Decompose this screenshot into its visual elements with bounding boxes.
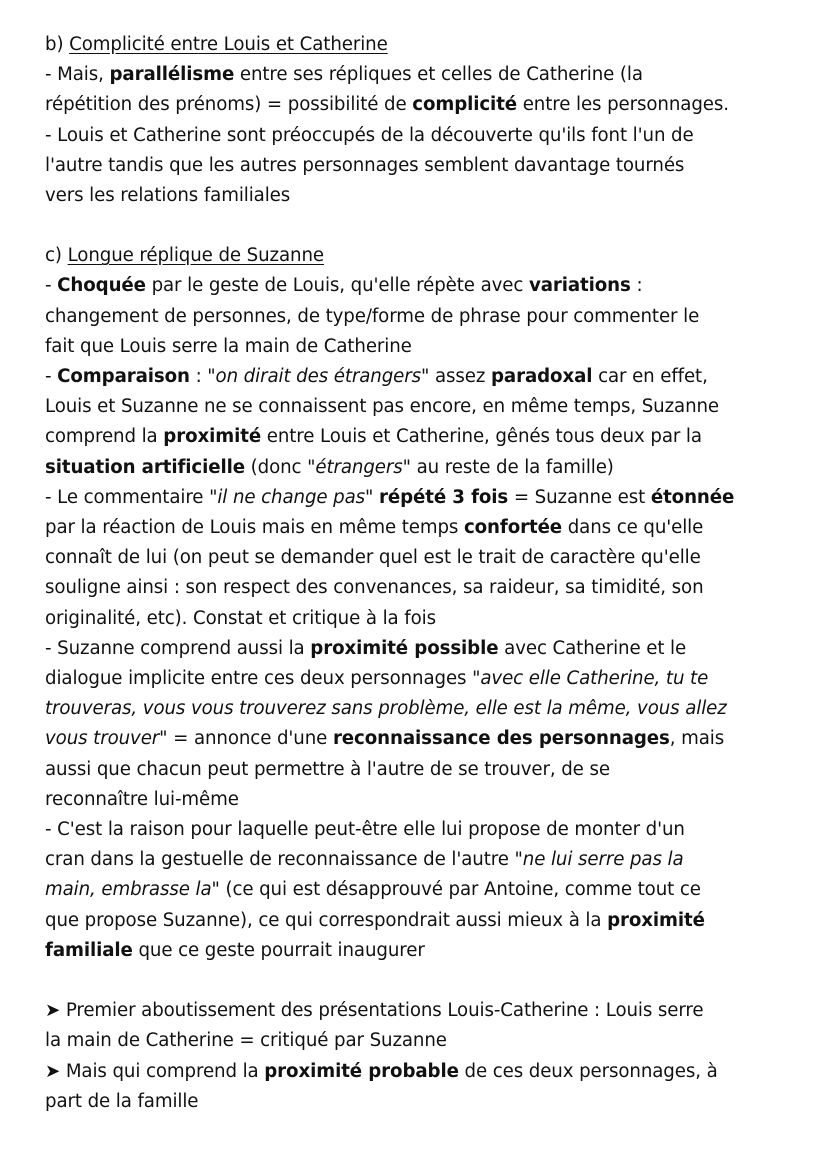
section-b-body: [45, 60, 790, 211]
text-line: [45, 392, 790, 422]
text-line: [45, 332, 790, 362]
bold-term: paradoxal: [491, 366, 593, 388]
bold-term: parallélisme: [109, 64, 235, 86]
bold-term: Choquée: [57, 275, 146, 297]
text-line: [45, 755, 790, 785]
text-segment: avec Catherine et le: [498, 637, 687, 659]
text-line: [45, 543, 790, 573]
section-c-prefix: c): [45, 245, 68, 267]
text-segment: cran dans la gestuelle de reconnaissance de l'autre: [45, 849, 515, 871]
text-line: [45, 604, 790, 634]
text-line: [45, 483, 790, 513]
quotation: main, embrasse la": [45, 879, 220, 901]
text-line: [45, 815, 790, 845]
text-line: [45, 875, 790, 905]
quotation: "avec elle Catherine, tu te: [472, 668, 709, 690]
text-segment: :: [630, 275, 643, 297]
text-line: [45, 90, 790, 120]
bold-term: complicité: [412, 94, 518, 116]
bold-term: reconnaissance des personnages: [332, 728, 670, 750]
text-segment: = annonce d'une: [167, 728, 333, 750]
text-line: [45, 302, 790, 332]
text-segment: originalité, etc). Constat et critique à la fois: [45, 607, 436, 629]
text-segment: :: [189, 366, 208, 388]
text-segment: part de la famille: [45, 1090, 199, 1112]
text-segment: de ces deux personnages, à: [458, 1060, 718, 1082]
text-segment: fait que Louis serre la main de Catherine: [45, 335, 412, 357]
bold-term: étonnée: [650, 486, 735, 508]
section-gap: [45, 211, 790, 241]
text-segment: assez: [429, 366, 491, 388]
text-line: [45, 271, 790, 301]
text-segment: - Louis et Catherine sont préoccupés de la découverte qu'ils font l'un de: [45, 124, 694, 146]
text-segment: - Suzanne comprend aussi la: [45, 637, 311, 659]
text-segment: l'autre tandis que les autres personnages semblent davantage tournés: [45, 154, 685, 176]
text-line: [45, 151, 790, 181]
text-segment: = Suzanne est: [508, 486, 651, 508]
bold-term: familiale: [45, 939, 133, 961]
text-segment: -: [45, 275, 58, 297]
text-segment: (donc: [244, 456, 308, 478]
quotation: "ne lui serre pas la: [514, 849, 684, 871]
text-segment: au reste de la famille): [410, 456, 614, 478]
text-segment: la main de Catherine = critiqué par Suzanne: [45, 1030, 447, 1052]
text-line: [45, 785, 790, 815]
bold-term: proximité possible: [310, 637, 499, 659]
quotation: trouveras, vous vous trouverez sans problème, elle est la même, vous allez: [45, 698, 727, 720]
section-b-prefix: b): [45, 34, 70, 55]
section-b-heading: [45, 30, 790, 60]
text-segment: , mais: [669, 728, 725, 750]
bold-term: proximité: [607, 909, 705, 931]
text-line: [45, 664, 790, 694]
text-segment: que propose Suzanne), ce qui correspondrait aussi mieux à la: [45, 909, 608, 931]
text-line: [45, 936, 790, 966]
text-segment: (ce qui est désapprouvé par Antoine, comme tout ce: [219, 879, 701, 901]
text-line: [45, 362, 790, 392]
bold-term: Comparaison: [57, 366, 190, 388]
text-segment: - C'est la raison pour laquelle peut-être elle lui propose de monter d'un: [45, 819, 685, 841]
text-segment: Louis et Suzanne ne se connaissent pas encore, en même temps, Suzanne: [45, 396, 720, 418]
text-segment: vers les relations familiales: [45, 185, 291, 207]
text-segment: que ce geste pourrait inaugurer: [132, 939, 425, 961]
text-segment: par le geste de Louis, qu'elle répète avec: [145, 275, 529, 297]
text-segment: souligne ainsi : son respect des convenances, sa raideur, sa timidité, son: [45, 577, 704, 599]
text-line: [45, 60, 790, 90]
section-gap: [45, 966, 790, 996]
text-line: [45, 573, 790, 603]
text-segment: -: [45, 366, 58, 388]
text-segment: ➤ Mais qui comprend la: [45, 1060, 265, 1082]
quotation: "il ne change pas": [209, 486, 374, 508]
bold-term: situation artificielle: [45, 456, 245, 478]
text-segment: connaît de lui (on peut se demander quel est le trait de caractère qu'elle: [45, 547, 701, 569]
text-segment: changement de personnes, de type/forme de phrase pour commenter le: [45, 305, 700, 327]
bold-term: proximité: [163, 426, 262, 448]
text-line: [45, 724, 790, 754]
text-line: [45, 906, 790, 936]
text-segment: aussi que chacun peut permettre à l'autre de se trouver, de se: [45, 758, 610, 780]
text-line: [45, 513, 790, 543]
text-line: [45, 1087, 790, 1117]
text-line: [45, 694, 790, 724]
text-segment: entre les personnages.: [517, 94, 729, 116]
text-segment: dialogue implicite entre ces deux personnages: [45, 668, 473, 690]
conclusion-body: [45, 996, 790, 1117]
text-segment: par la réaction de Louis mais en même temps: [45, 517, 464, 539]
text-segment: - Mais,: [45, 64, 110, 86]
quotation: "on dirait des étrangers": [207, 366, 430, 388]
text-segment: répétition des prénoms) = possibilité de: [45, 94, 413, 116]
text-segment: dans ce qu'elle: [562, 517, 704, 539]
text-line: [45, 1057, 790, 1087]
text-segment: entre Louis et Catherine, gênés tous deux par la: [261, 426, 702, 448]
text-segment: ➤ Premier aboutissement des présentations Louis-Catherine : Louis serre: [45, 1000, 704, 1022]
section-b: [45, 30, 790, 211]
bold-term: confortée: [463, 517, 563, 539]
bold-term: répété 3 fois: [378, 486, 509, 508]
text-line: [45, 1026, 790, 1056]
bold-term: proximité probable: [264, 1060, 459, 1082]
text-line: [45, 422, 790, 452]
quotation: vous trouver": [45, 728, 168, 750]
section-c-heading: [45, 241, 790, 271]
section-c-title: Longue réplique de Suzanne: [67, 245, 324, 267]
section-c: [45, 241, 790, 966]
text-segment: entre ses répliques et celles de Catherine (la: [234, 64, 643, 86]
bold-term: variations: [528, 275, 631, 297]
text-line: [45, 634, 790, 664]
text-line: [45, 996, 790, 1026]
section-b-title: Complicité entre Louis et Catherine: [69, 34, 388, 55]
conclusion: [45, 996, 790, 1117]
text-line: [45, 181, 790, 211]
text-segment: - Le commentaire: [45, 486, 210, 508]
text-line: [45, 453, 790, 483]
quotation: "étrangers": [307, 456, 411, 478]
text-segment: car en effet,: [592, 366, 708, 388]
section-c-body: [45, 271, 790, 966]
text-segment: reconnaître lui-même: [45, 788, 239, 810]
text-segment: comprend la: [45, 426, 164, 448]
text-line: [45, 121, 790, 151]
text-line: [45, 845, 790, 875]
